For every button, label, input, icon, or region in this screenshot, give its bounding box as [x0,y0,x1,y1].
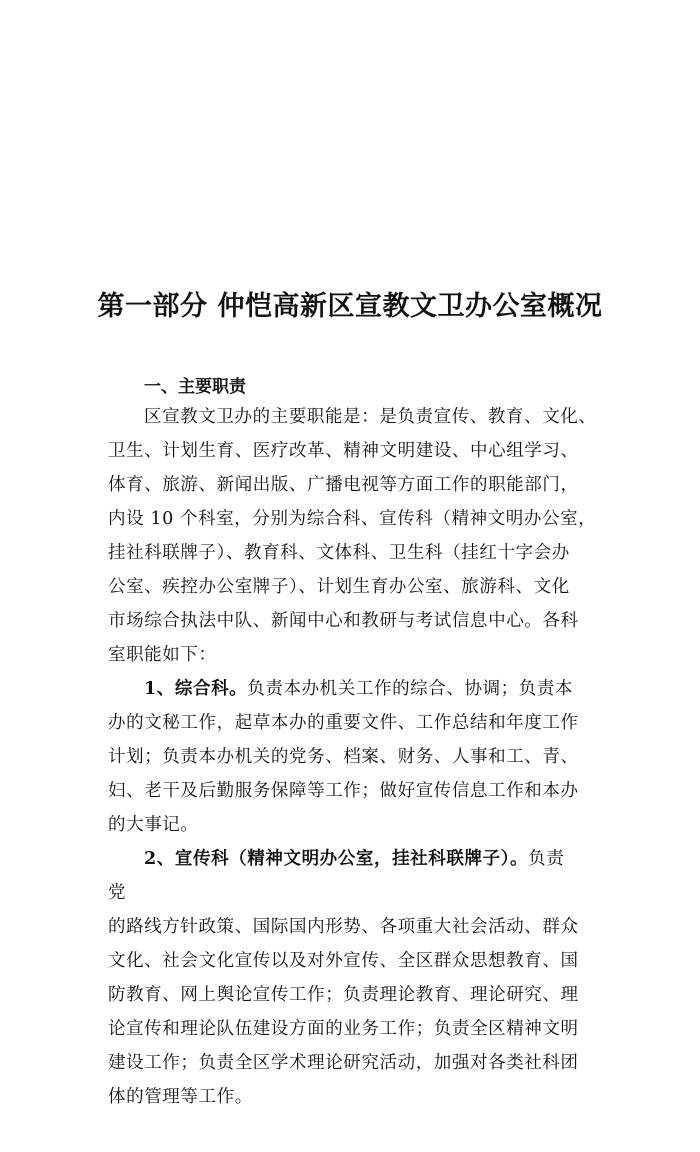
document-title: 第一部分 仲恺高新区宣教文卫办公室概况 [97,291,603,322]
item2-text: 负责 [528,849,565,869]
item1-text: 负责本办机关工作的综合、协调；负责本 [247,679,574,699]
intro-line: 卫生、计划生育、医疗改革、精神文明建设、中心组学习、 [108,441,579,461]
intro-line: 室职能如下： [108,645,217,665]
item2-line: 的路线方针政策、国际国内形势、各项重大社会活动、群众 [108,917,579,937]
item1-line: 计划；负责本办机关的党务、档案、财务、人事和工、青、 [108,747,579,767]
intro-line: 内设 10 个科室，分别为综合科、宣传科（精神文明办公室， [108,509,597,529]
item2-line: 体的管理等工作。 [108,1087,253,1107]
item2-first-line [144,849,564,869]
intro-line: 公室、疾控办公室牌子）、计划生育办公室、旅游科、文化 [108,577,570,597]
item1-line: 妇、老干及后勤服务保障等工作；做好宣传信息工作和本办 [108,781,579,801]
item2-line: 论宣传和理论队伍建设方面的业务工作；负责全区精神文明 [108,1019,579,1039]
item2-line: 文化、社会文化宣传以及对外宣传、全区群众思想教育、国 [108,951,579,971]
intro-line: 挂社科联牌子）、教育科、文体科、卫生科（挂红十字会办 [108,543,570,563]
section-heading: 一、主要职责 [144,377,246,397]
item1-label: 1、综合科。 [144,679,248,699]
item1-first-line [144,679,573,699]
item2-line: 防教育、网上舆论宣传工作；负责理论教育、理论研究、理 [108,985,579,1005]
intro-line: 体育、旅游、新闻出版、广播电视等方面工作的职能部门， [108,475,579,495]
item1-line: 的大事记。 [108,815,199,835]
item1-line: 办的文秘工作，起草本办的重要文件、工作总结和年度工作 [108,713,579,733]
item2-label: 2、宣传科（精神文明办公室，挂社科联牌子）。 [144,849,529,869]
intro-line: 区宣教文卫办的主要职能是：是负责宣传、教育、文化、 [144,407,597,427]
item2-line: 建设工作；负责全区学术理论研究活动，加强对各类社科团 [108,1053,579,1073]
item2-line: 党 [108,883,127,903]
intro-line: 市场综合执法中队、新闻中心和教研与考试信息中心。各科 [108,611,579,631]
